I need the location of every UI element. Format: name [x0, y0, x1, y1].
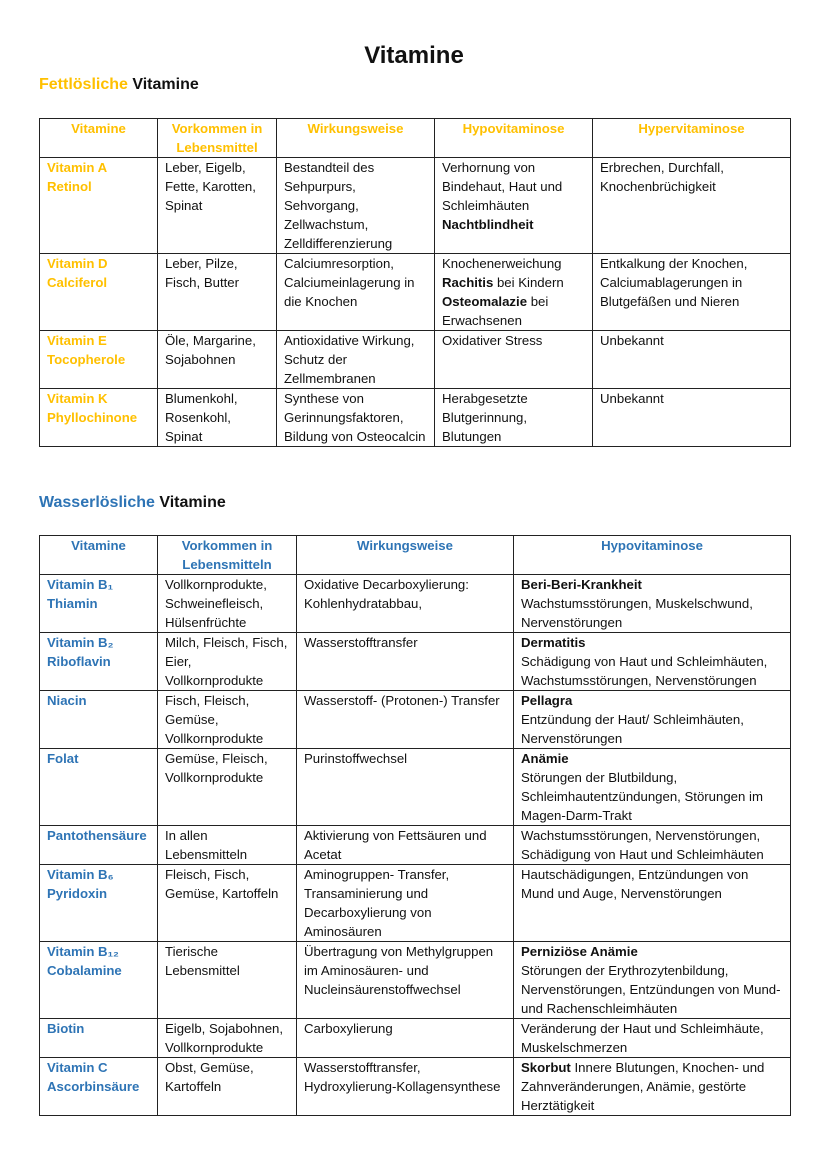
table-cell — [158, 749, 297, 826]
table-cell — [297, 575, 514, 633]
table-cell — [158, 1058, 297, 1116]
table-cell — [514, 1019, 791, 1058]
table-cell — [514, 865, 791, 942]
table-cell — [40, 633, 158, 691]
cell-text: Aktivierung von Fettsäuren und Acetat — [304, 828, 487, 862]
cell-text: Blumenkohl, Rosenkohl, Spinat — [165, 391, 238, 444]
table-row — [40, 826, 791, 865]
table-row — [40, 691, 791, 749]
table-cell — [435, 331, 593, 389]
cell-text: Riboflavin — [47, 654, 111, 669]
table-cell — [297, 865, 514, 942]
cell-text: Skorbut — [521, 1060, 571, 1075]
cell-text: Cobalamine — [47, 963, 122, 978]
cell-text: Pantothensäure — [47, 828, 147, 843]
cell-text: Nachtblindheit — [442, 217, 534, 232]
cell-text: Öle, Margarine, Sojabohnen — [165, 333, 256, 367]
cell-text: Purinstoffwechsel — [304, 751, 408, 766]
cell-text: Störungen der Erythrozytenbildung, Nervenstörungen, Entzündungen von Mund- und Rachenschleimhäuten — [521, 963, 781, 1016]
cell-text: Biotin — [47, 1021, 85, 1036]
table-cell — [297, 691, 514, 749]
table-cell — [158, 575, 297, 633]
cell-text: Retinol — [47, 179, 92, 194]
table-cell — [158, 865, 297, 942]
table-cell — [40, 749, 158, 826]
cell-text: Veränderung der Haut und Schleimhäute, Muskelschmerzen — [521, 1021, 764, 1055]
table-cell — [297, 942, 514, 1019]
table-row — [40, 749, 791, 826]
table-row — [40, 389, 791, 447]
table-row — [40, 633, 791, 691]
table-cell — [40, 331, 158, 389]
table-cell — [158, 942, 297, 1019]
cell-text: In allen Lebensmitteln — [165, 828, 248, 862]
table-cell — [40, 826, 158, 865]
cell-text: Carboxylierung — [304, 1021, 393, 1036]
cell-text: Milch, Fleisch, Fisch, Eier, Vollkornprodukte — [165, 635, 288, 688]
cell-text: Eigelb, Sojabohnen, Vollkornprodukte — [165, 1021, 284, 1055]
column-header: Wirkungsweise — [297, 536, 514, 575]
table-cell — [593, 389, 791, 447]
table-cell — [297, 1019, 514, 1058]
water-soluble-table — [39, 535, 791, 1116]
cell-text: Unbekannt — [600, 391, 664, 406]
table-cell — [514, 749, 791, 826]
column-header: Hypervitaminose — [593, 119, 791, 158]
table-cell — [297, 826, 514, 865]
table-cell — [40, 158, 158, 254]
cell-text: Vitamin C — [47, 1060, 108, 1075]
cell-text: Oxidativer Stress — [442, 333, 543, 348]
table-cell — [158, 633, 297, 691]
cell-text: Vitamin K — [47, 391, 108, 406]
cell-text: Vitamin B₆ — [47, 867, 114, 882]
cell-text: Fisch, Fleisch, Gemüse, Vollkornprodukte — [165, 693, 264, 746]
table-cell — [40, 942, 158, 1019]
table-row — [40, 865, 791, 942]
heading-rest: Vitamine — [127, 76, 199, 93]
cell-text: Vollkornprodukte, Schweinefleisch, Hülsenfrüchte — [165, 577, 267, 630]
cell-text: Entzündung der Haut/ Schleimhäuten, Nervenstörungen — [521, 712, 744, 746]
cell-text: Perniziöse Anämie — [521, 944, 638, 959]
cell-text: Verhornung von Bindehaut, Haut und Schleimhäuten — [442, 160, 563, 213]
heading-colored: Wasserlösliche — [39, 494, 155, 511]
table-cell — [158, 254, 277, 331]
cell-text: Übertragung von Methylgruppen im Aminosäuren- und Nucleinsäurenstoffwechsel — [304, 944, 494, 997]
table-row — [40, 575, 791, 633]
cell-text: Innere Blutungen, Knochen- und Zahnveränderungen, Anämie, gestörte Herztätigkeit — [521, 1060, 765, 1113]
table-cell — [158, 826, 297, 865]
table-cell — [435, 389, 593, 447]
table-cell — [277, 254, 435, 331]
table-cell — [514, 633, 791, 691]
table-cell — [277, 331, 435, 389]
column-header: Vorkommen in Lebensmitteln — [158, 536, 297, 575]
fat-soluble-heading — [39, 76, 199, 94]
table-cell — [277, 389, 435, 447]
cell-text: Wachstumsstörungen, Muskelschwund, Nervenstörungen — [521, 596, 753, 630]
table-cell — [40, 691, 158, 749]
table-cell — [593, 254, 791, 331]
cell-text: Herabgesetzte Blutgerinnung, Blutungen — [442, 391, 528, 444]
cell-text: Vitamin B₁ — [47, 577, 114, 592]
table-cell — [514, 1058, 791, 1116]
cell-text: Wasserstofftransfer, Hydroxylierung-Kollagensynthese — [304, 1060, 501, 1094]
cell-text: Leber, Eigelb, Fette, Karotten, Spinat — [165, 160, 256, 213]
table-cell — [158, 158, 277, 254]
column-header: Vorkommen in Lebensmittel — [158, 119, 277, 158]
fat-soluble-table — [39, 118, 791, 447]
cell-text: Vitamin B₁₂ — [47, 944, 119, 959]
cell-text: Niacin — [47, 693, 87, 708]
table-row — [40, 254, 791, 331]
cell-text: Ascorbinsäure — [47, 1079, 140, 1094]
cell-text: Vitamin D — [47, 256, 108, 271]
cell-text: Rachitis — [442, 275, 494, 290]
water-soluble-heading — [39, 494, 226, 512]
table-row — [40, 1058, 791, 1116]
cell-text: Pellagra — [521, 693, 573, 708]
column-header: Vitamine — [40, 536, 158, 575]
cell-text: Vitamin A — [47, 160, 108, 175]
cell-text: Schädigung von Haut und Schleimhäuten, Wachstumsstörungen, Nervenstörungen — [521, 654, 768, 688]
cell-text: Unbekannt — [600, 333, 664, 348]
cell-text: Erbrechen, Durchfall, Knochenbrüchigkeit — [600, 160, 724, 194]
table-cell — [158, 691, 297, 749]
table-cell — [40, 1058, 158, 1116]
cell-text: Knochenerweichung — [442, 256, 562, 271]
table-row — [40, 158, 791, 254]
table-cell — [158, 1019, 297, 1058]
table-cell — [593, 158, 791, 254]
cell-text: Dermatitis — [521, 635, 586, 650]
cell-text: Gemüse, Fleisch, Vollkornprodukte — [165, 751, 268, 785]
cell-text: Folat — [47, 751, 79, 766]
cell-text: bei Kindern — [493, 275, 564, 290]
column-header: Hypovitaminose — [514, 536, 791, 575]
cell-text: Anämie — [521, 751, 569, 766]
table-cell — [593, 331, 791, 389]
cell-text: Pyridoxin — [47, 886, 108, 901]
table-cell — [514, 691, 791, 749]
table-cell — [514, 575, 791, 633]
cell-text: Synthese von Gerinnungsfaktoren, Bildung von Osteocalcin — [284, 391, 426, 444]
cell-text: Vitamin E — [47, 333, 107, 348]
cell-text: Bestandteil des Sehpurpurs, Sehvorgang, Zellwachstum, Zelldifferenzierung — [284, 160, 393, 251]
cell-text: Vitamin B₂ — [47, 635, 114, 650]
heading-colored: Fettlösliche — [39, 76, 128, 93]
table-row — [40, 942, 791, 1019]
table-row — [40, 1019, 791, 1058]
table-cell — [158, 331, 277, 389]
table-cell — [297, 749, 514, 826]
cell-text: Beri-Beri-Krankheit — [521, 577, 642, 592]
cell-text: Tierische Lebensmittel — [165, 944, 240, 978]
cell-text: Antioxidative Wirkung, Schutz der Zellmembranen — [284, 333, 415, 386]
cell-text: Wasserstofftransfer — [304, 635, 418, 650]
cell-text: Wachstumsstörungen, Nervenstörungen, Schädigung von Haut und Schleimhäuten — [521, 828, 764, 862]
cell-text: Osteomalazie — [442, 294, 528, 309]
table-cell — [435, 254, 593, 331]
cell-text: Hautschädigungen, Entzündungen von Mund und Auge, Nervenstörungen — [521, 867, 749, 901]
cell-text: Tocopherole — [47, 352, 126, 367]
cell-text: Wasserstoff- (Protonen-) Transfer — [304, 693, 500, 708]
column-header: Vitamine — [40, 119, 158, 158]
table-cell — [40, 389, 158, 447]
table-cell — [40, 254, 158, 331]
table-cell — [40, 575, 158, 633]
cell-text: Störungen der Blutbildung, Schleimhautentzündungen, Störungen im Magen-Darm-Trakt — [521, 770, 763, 823]
cell-text: Thiamin — [47, 596, 98, 611]
table-cell — [514, 942, 791, 1019]
column-header: Wirkungsweise — [277, 119, 435, 158]
page-title: Vitamine — [364, 42, 464, 69]
cell-text: Entkalkung der Knochen, Calciumablagerungen in Blutgefäßen und Nieren — [600, 256, 748, 309]
table-cell — [514, 826, 791, 865]
cell-text: Obst, Gemüse, Kartoffeln — [165, 1060, 254, 1094]
cell-text: Phyllochinone — [47, 410, 138, 425]
table-cell — [297, 1058, 514, 1116]
table-cell — [297, 633, 514, 691]
cell-text: Fleisch, Fisch, Gemüse, Kartoffeln — [165, 867, 279, 901]
column-header: Hypovitaminose — [435, 119, 593, 158]
cell-text: Aminogruppen- Transfer, Transaminierung und Decarboxylierung von Aminosäuren — [304, 867, 450, 939]
cell-text: Oxidative Decarboxylierung: Kohlenhydratabbau, — [304, 577, 469, 611]
table-cell — [435, 158, 593, 254]
table-cell — [40, 1019, 158, 1058]
table-row — [40, 331, 791, 389]
cell-text: bei Erwachsenen — [442, 294, 549, 328]
heading-rest: Vitamine — [154, 494, 226, 511]
table-cell — [40, 865, 158, 942]
table-cell — [158, 389, 277, 447]
cell-text: Calciferol — [47, 275, 108, 290]
table-cell — [277, 158, 435, 254]
cell-text: Calciumresorption, Calciumeinlagerung in die Knochen — [284, 256, 415, 309]
cell-text: Leber, Pilze, Fisch, Butter — [165, 256, 240, 290]
